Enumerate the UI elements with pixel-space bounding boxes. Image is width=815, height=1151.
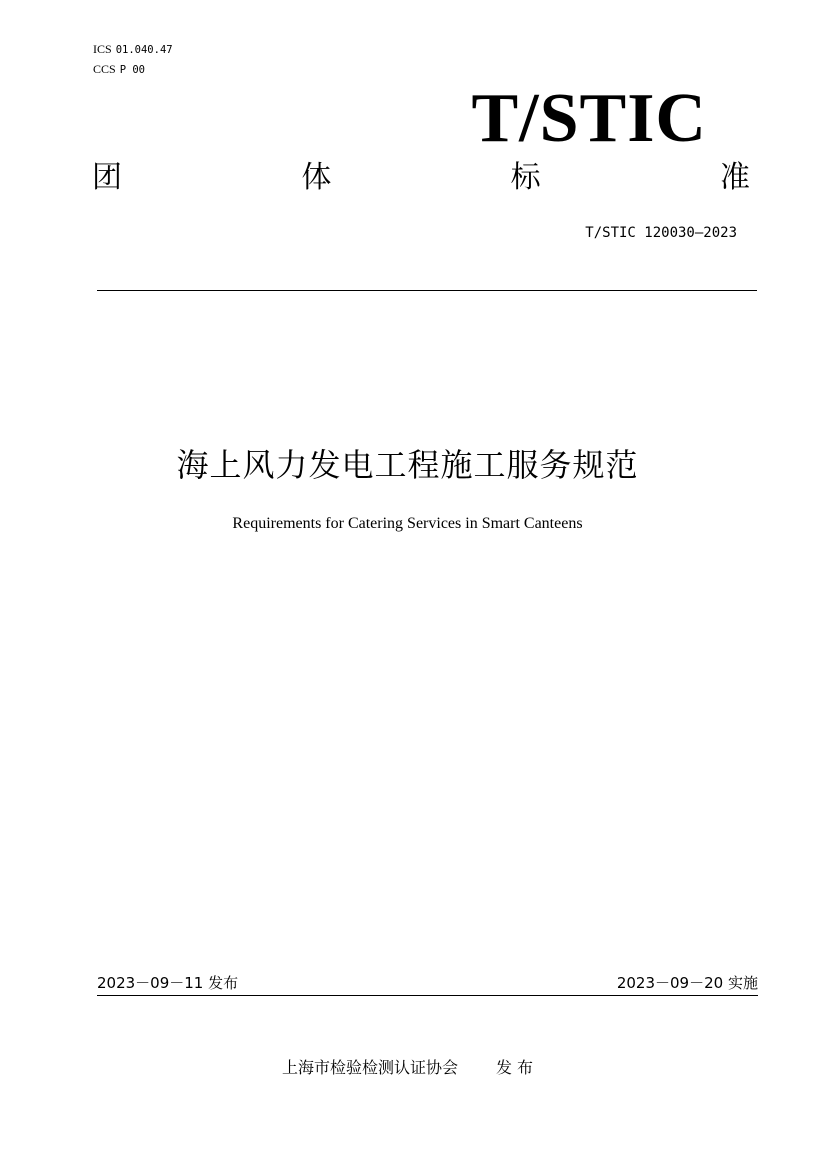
document-title-english: Requirements for Catering Services in Smart Canteens	[232, 515, 583, 532]
bottom-divider	[97, 995, 758, 996]
standard-type-heading	[92, 159, 750, 197]
classification-codes	[93, 40, 173, 80]
standard-type-char: 团	[92, 160, 122, 195]
implementation-date-label: 实施	[727, 974, 758, 992]
standard-type-char: 体	[301, 160, 332, 195]
issue-date-label: 发布	[208, 974, 239, 992]
issue-date	[97, 972, 238, 993]
ics-code	[93, 40, 173, 60]
publisher-name: 上海市检验检测认证协会	[281, 1058, 458, 1077]
standard-type-char: 标	[510, 160, 541, 195]
standard-logo: T/STIC	[471, 80, 707, 157]
top-divider	[97, 290, 757, 291]
ccs-code	[93, 60, 173, 80]
ics-value: 01.040.47	[115, 44, 173, 56]
document-title-chinese: 海上风力发电工程施工服务规范	[176, 446, 639, 484]
publisher-action: 发 布	[495, 1058, 534, 1077]
publisher-line	[0, 1055, 815, 1078]
implementation-date	[617, 972, 758, 993]
ccs-value: P 00	[119, 64, 145, 76]
ccs-label: CCS	[93, 62, 116, 76]
standard-type-char: 准	[719, 160, 750, 195]
implementation-date-value: 2023－09－20	[616, 974, 724, 992]
issue-date-value: 2023－09－11	[97, 974, 204, 992]
standard-number: T/STIC 120030—2023	[585, 225, 737, 241]
ics-label: ICS	[93, 42, 112, 56]
